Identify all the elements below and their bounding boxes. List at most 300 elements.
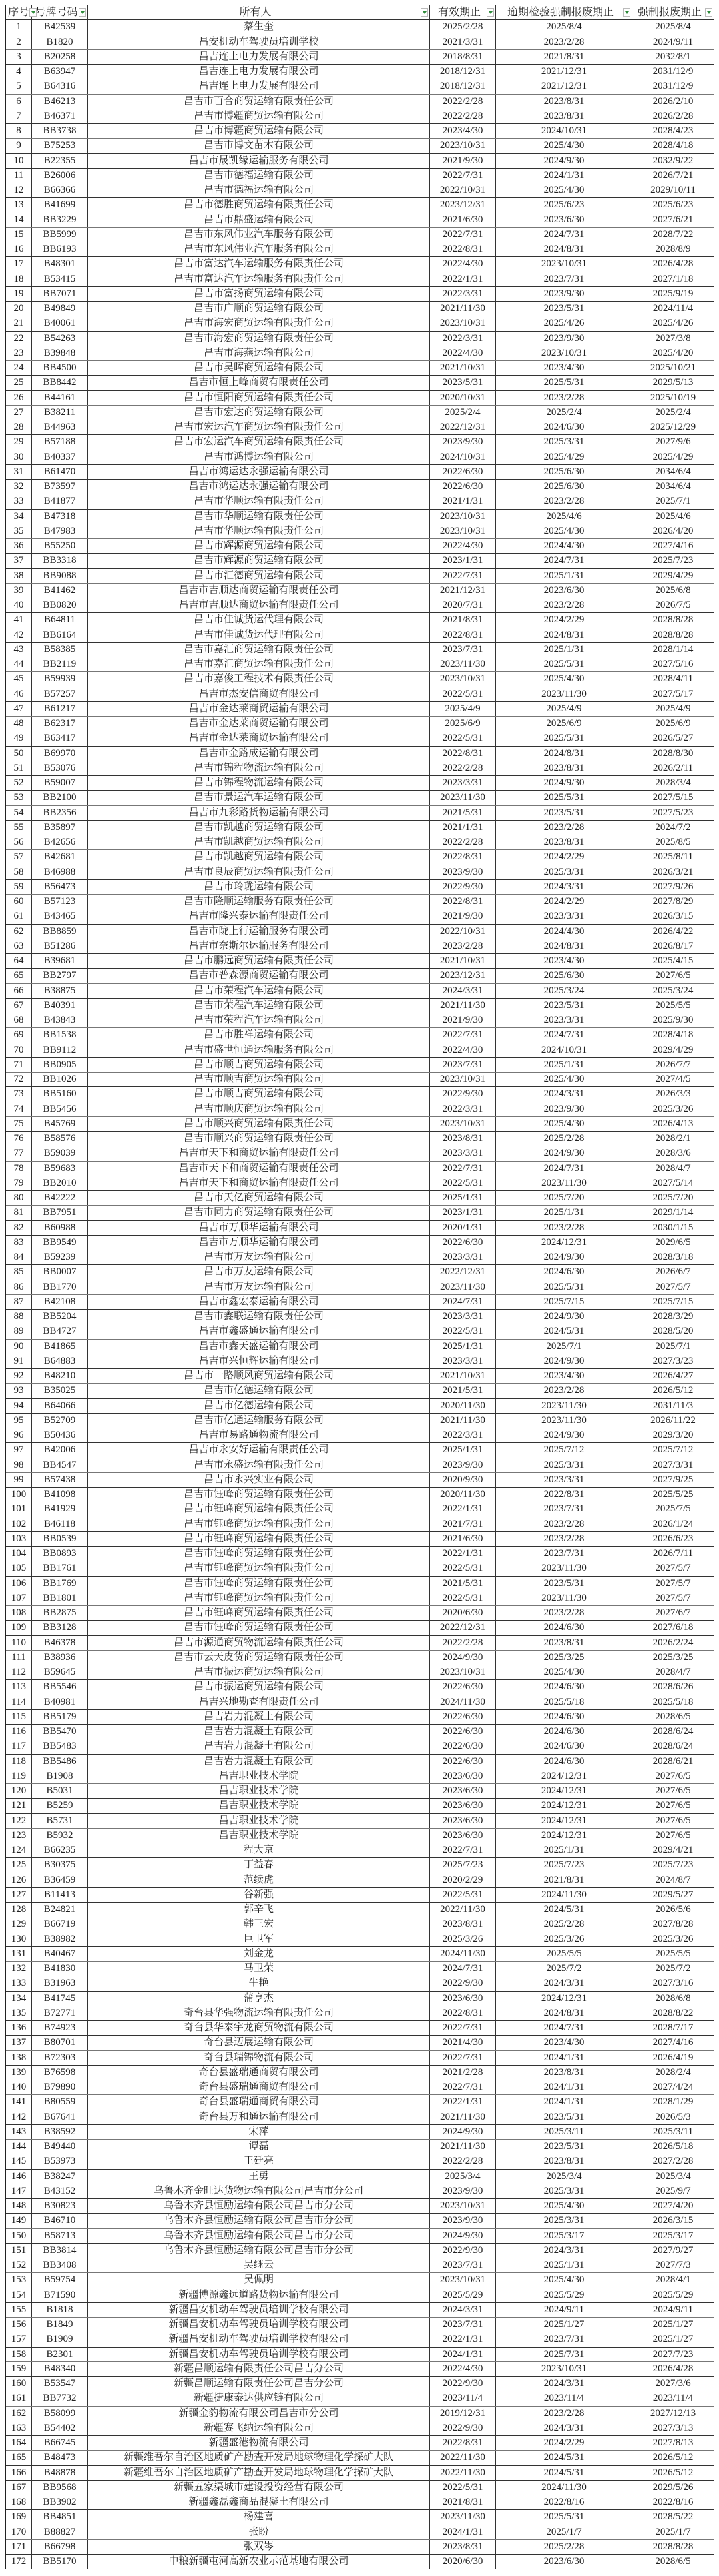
cell-overdue-scrap-date[interactable]: 2024/12/31 bbox=[496, 1992, 632, 2006]
cell-plate[interactable]: BB8859 bbox=[32, 925, 88, 939]
cell-scrap-date[interactable]: 2027/2/28 bbox=[652, 2156, 694, 2167]
cell-plate[interactable]: B61470 bbox=[32, 465, 88, 479]
cell-overdue-scrap-date[interactable]: 2025/7/1 bbox=[496, 1340, 632, 1354]
cell-valid-until[interactable]: 2022/7/31 bbox=[430, 1162, 496, 1176]
cell-scrap-date[interactable]: 2028/8/28 bbox=[652, 629, 694, 640]
cell-overdue-scrap-date[interactable]: 2025/6/23 bbox=[496, 198, 632, 212]
cell-plate[interactable]: B53415 bbox=[32, 272, 88, 286]
cell-seq[interactable]: 116 bbox=[6, 1725, 32, 1739]
cell-owner[interactable]: 吴佩明 bbox=[88, 2273, 430, 2287]
cell-owner[interactable]: 新疆昌安机动车驾驶员培训学校有限公司 bbox=[88, 2348, 430, 2361]
cell-scrap-date[interactable]: 2029/4/21 bbox=[652, 1845, 694, 1856]
cell-owner[interactable]: 蔡生奎 bbox=[88, 20, 430, 34]
cell-valid-until[interactable]: 2022/9/30 bbox=[430, 2377, 496, 2391]
cell-plate[interactable]: B57188 bbox=[32, 435, 88, 449]
cell-scrap-date[interactable]: 2025/5/5 bbox=[655, 999, 691, 1011]
cell-plate[interactable]: B74923 bbox=[32, 2021, 88, 2035]
cell-seq[interactable]: 103 bbox=[6, 1532, 32, 1546]
table-row[interactable] bbox=[6, 598, 714, 613]
cell-overdue-scrap-date[interactable]: 2023/5/31 bbox=[496, 806, 632, 820]
cell-plate[interactable]: BB2356 bbox=[32, 806, 88, 820]
table-row[interactable] bbox=[6, 2080, 714, 2095]
cell-plate[interactable]: BB5486 bbox=[32, 1755, 88, 1769]
cell-overdue-scrap-date[interactable]: 2023/2/28 bbox=[496, 35, 632, 49]
table-row[interactable] bbox=[6, 50, 714, 65]
cell-seq[interactable]: 100 bbox=[6, 1488, 32, 1502]
table-row[interactable] bbox=[6, 242, 714, 257]
table-row[interactable] bbox=[6, 1102, 714, 1117]
cell-plate[interactable]: B43465 bbox=[32, 909, 88, 923]
cell-owner[interactable]: 杨建喜 bbox=[88, 2510, 430, 2524]
cell-overdue-scrap-date[interactable]: 2025/3/11 bbox=[496, 2125, 632, 2139]
cell-scrap-date[interactable]: 2025/1/27 bbox=[652, 2334, 694, 2345]
cell-overdue-scrap-date[interactable]: 2023/2/28 bbox=[496, 494, 632, 508]
cell-plate[interactable]: B49849 bbox=[32, 302, 88, 316]
cell-valid-until[interactable]: 2018/12/31 bbox=[430, 65, 496, 79]
table-row[interactable] bbox=[6, 1784, 714, 1799]
cell-plate[interactable]: B54263 bbox=[32, 332, 88, 346]
table-row[interactable] bbox=[6, 1888, 714, 1903]
cell-plate[interactable]: B66798 bbox=[32, 2540, 88, 2554]
table-row[interactable] bbox=[6, 480, 714, 494]
cell-overdue-scrap-date[interactable]: 2024/1/31 bbox=[496, 2080, 632, 2094]
cell-valid-until[interactable]: 2022/8/31 bbox=[430, 2436, 496, 2450]
cell-plate[interactable]: BB5483 bbox=[32, 1739, 88, 1753]
cell-owner[interactable]: 昌吉市荣程汽车运输有限公司 bbox=[88, 984, 430, 998]
cell-scrap-date[interactable]: 2026/5/27 bbox=[652, 733, 694, 744]
cell-seq[interactable]: 11 bbox=[6, 169, 32, 183]
cell-scrap-date[interactable]: 2025/9/7 bbox=[655, 2185, 691, 2196]
cell-owner[interactable]: 昌吉市天亿商贸运输有限公司 bbox=[88, 1191, 430, 1205]
table-row[interactable] bbox=[6, 2199, 714, 2214]
table-row[interactable] bbox=[6, 2332, 714, 2347]
cell-seq[interactable]: 165 bbox=[6, 2451, 32, 2465]
cell-valid-until[interactable]: 2022/4/30 bbox=[430, 346, 496, 360]
cell-owner[interactable]: 新疆维吾尔自治区地质矿产勘查开发局地球物理化学探矿大队 bbox=[88, 2451, 430, 2465]
cell-owner[interactable]: 昌吉市海宏商贸运输有限责任公司 bbox=[88, 332, 430, 346]
table-row[interactable] bbox=[6, 1132, 714, 1146]
cell-plate[interactable]: B53973 bbox=[32, 2154, 88, 2168]
cell-plate[interactable]: B42539 bbox=[32, 20, 88, 34]
cell-owner[interactable]: 昌吉市钰峰商贸运输有限责任公司 bbox=[88, 1532, 430, 1546]
table-row[interactable] bbox=[6, 1428, 714, 1443]
cell-plate[interactable]: B64811 bbox=[32, 613, 88, 627]
cell-scrap-date[interactable]: 2024/11/4 bbox=[652, 303, 694, 314]
cell-overdue-scrap-date[interactable]: 2025/4/30 bbox=[496, 1665, 632, 1679]
cell-overdue-scrap-date[interactable]: 2023/11/4 bbox=[496, 2391, 632, 2405]
cell-seq[interactable]: 34 bbox=[6, 510, 32, 524]
cell-valid-until[interactable]: 2022/7/31 bbox=[430, 228, 496, 242]
cell-seq[interactable]: 78 bbox=[6, 1162, 32, 1176]
cell-owner[interactable]: 中粮新疆屯河高新农业示范基地有限公司 bbox=[88, 2555, 430, 2569]
cell-plate[interactable]: BB2875 bbox=[32, 1606, 88, 1620]
cell-owner[interactable]: 昌吉岩力混凝土有限公司 bbox=[88, 1725, 430, 1739]
cell-scrap-date[interactable]: 2028/6/5 bbox=[655, 2556, 691, 2567]
table-row[interactable] bbox=[6, 1561, 714, 1576]
cell-scrap-date[interactable]: 2027/6/18 bbox=[652, 1622, 694, 1633]
table-row[interactable] bbox=[6, 450, 714, 465]
cell-scrap-date[interactable]: 2027/5/16 bbox=[652, 659, 694, 670]
cell-plate[interactable]: B43152 bbox=[32, 2184, 88, 2198]
cell-overdue-scrap-date[interactable]: 2024/9/30 bbox=[496, 154, 632, 168]
cell-plate[interactable]: B47318 bbox=[32, 510, 88, 524]
cell-owner[interactable]: 奇台县万和通运输有限公司 bbox=[88, 2110, 430, 2124]
cell-plate[interactable]: BB9549 bbox=[32, 1236, 88, 1250]
cell-seq[interactable]: 163 bbox=[6, 2421, 32, 2435]
cell-plate[interactable]: B73597 bbox=[32, 480, 88, 494]
cell-owner[interactable]: 昌吉市凯越商贸运输有限公司 bbox=[88, 850, 430, 864]
table-row[interactable] bbox=[6, 2229, 714, 2244]
cell-seq[interactable]: 112 bbox=[6, 1665, 32, 1679]
cell-valid-until[interactable]: 2022/8/31 bbox=[430, 747, 496, 761]
cell-owner[interactable]: 奇台县盛瑞通商贸有限公司 bbox=[88, 2066, 430, 2080]
cell-seq[interactable]: 9 bbox=[6, 139, 32, 153]
cell-seq[interactable]: 82 bbox=[6, 1221, 32, 1235]
cell-owner[interactable]: 昌吉市博疆商贸运输有限公司 bbox=[88, 124, 430, 138]
cell-seq[interactable]: 80 bbox=[6, 1191, 32, 1205]
table-row[interactable] bbox=[6, 850, 714, 865]
table-row[interactable] bbox=[6, 465, 714, 480]
cell-scrap-date[interactable]: 2027/3/23 bbox=[652, 1355, 694, 1366]
cell-scrap-date[interactable]: 2028/4/23 bbox=[652, 125, 694, 137]
table-row[interactable] bbox=[6, 2110, 714, 2125]
cell-seq[interactable]: 69 bbox=[6, 1028, 32, 1042]
cell-overdue-scrap-date[interactable]: 2024/6/30 bbox=[496, 1621, 632, 1635]
cell-owner[interactable]: 郭辛飞 bbox=[88, 1903, 430, 1917]
cell-overdue-scrap-date[interactable]: 2025/4/30 bbox=[496, 1117, 632, 1131]
cell-scrap-date[interactable]: 2027/3/16 bbox=[652, 1978, 694, 1989]
cell-scrap-date[interactable]: 2025/7/2 bbox=[655, 1963, 691, 1974]
cell-seq[interactable]: 56 bbox=[6, 835, 32, 849]
cell-scrap-date[interactable]: 2026/2/28 bbox=[652, 110, 694, 121]
cell-owner[interactable]: 王勇 bbox=[88, 2170, 430, 2184]
cell-valid-until[interactable]: 2025/3/26 bbox=[430, 1932, 496, 1946]
cell-scrap-date[interactable]: 2028/3/4 bbox=[655, 777, 691, 789]
cell-plate[interactable]: BB9088 bbox=[32, 569, 88, 583]
cell-valid-until[interactable]: 2023/9/30 bbox=[430, 865, 496, 879]
cell-overdue-scrap-date[interactable]: 2024/2/29 bbox=[496, 895, 632, 909]
cell-scrap-date[interactable]: 2024/7/2 bbox=[655, 821, 691, 833]
cell-overdue-scrap-date[interactable]: 2025/2/28 bbox=[496, 1917, 632, 1931]
cell-owner[interactable]: 新疆五家渠城市建设投资经营有限公司 bbox=[88, 2481, 430, 2495]
cell-seq[interactable]: 76 bbox=[6, 1132, 32, 1146]
table-row[interactable] bbox=[6, 228, 714, 242]
table-row[interactable] bbox=[6, 2214, 714, 2228]
cell-overdue-scrap-date[interactable]: 2023/11/30 bbox=[496, 1591, 632, 1605]
cell-owner[interactable]: 昌吉市海宏商贸运输有限责任公司 bbox=[88, 316, 430, 330]
cell-seq[interactable]: 41 bbox=[6, 613, 32, 627]
cell-valid-until[interactable]: 2022/1/31 bbox=[430, 2332, 496, 2346]
cell-scrap-date[interactable]: 2026/7/5 bbox=[655, 600, 691, 611]
cell-plate[interactable]: B59007 bbox=[32, 776, 88, 790]
cell-owner[interactable]: 昌吉市富扬商贸运输有限公司 bbox=[88, 287, 430, 301]
cell-seq[interactable]: 7 bbox=[6, 109, 32, 123]
cell-overdue-scrap-date[interactable]: 2025/7/20 bbox=[496, 1191, 632, 1205]
cell-scrap-date[interactable]: 2026/7/7 bbox=[655, 1059, 691, 1070]
cell-scrap-date[interactable]: 2027/9/6 bbox=[655, 436, 691, 448]
cell-overdue-scrap-date[interactable]: 2023/6/30 bbox=[496, 2555, 632, 2569]
cell-valid-until[interactable]: 2025/6/9 bbox=[430, 717, 496, 731]
cell-scrap-date[interactable]: 2027/3/31 bbox=[652, 1459, 694, 1470]
cell-overdue-scrap-date[interactable]: 2023/5/31 bbox=[496, 1577, 632, 1591]
cell-valid-until[interactable]: 2018/12/31 bbox=[430, 79, 496, 93]
cell-owner[interactable]: 昌吉市景运汽车运输有限公司 bbox=[88, 791, 430, 805]
cell-seq[interactable]: 141 bbox=[6, 2095, 32, 2109]
cell-overdue-scrap-date[interactable]: 2024/12/31 bbox=[496, 1769, 632, 1783]
cell-owner[interactable]: 乌鲁木齐县恒励运输有限公司昌吉市分公司 bbox=[88, 2214, 430, 2228]
cell-overdue-scrap-date[interactable]: 2025/3/24 bbox=[496, 984, 632, 998]
table-row[interactable] bbox=[6, 1384, 714, 1398]
cell-plate[interactable]: B66235 bbox=[32, 1843, 88, 1857]
cell-owner[interactable]: 昌吉市嘉汇商贸运输有限责任公司 bbox=[88, 643, 430, 657]
cell-plate[interactable]: B5731 bbox=[32, 1814, 88, 1828]
cell-plate[interactable]: B59039 bbox=[32, 1146, 88, 1160]
cell-valid-until[interactable]: 2022/6/30 bbox=[430, 1755, 496, 1769]
cell-valid-until[interactable]: 2021/1/31 bbox=[430, 821, 496, 835]
table-row[interactable] bbox=[6, 1665, 714, 1680]
cell-owner[interactable]: 乌鲁木齐金旺达货物运输有限公司昌吉市分公司 bbox=[88, 2184, 430, 2198]
cell-owner[interactable]: 吴继云 bbox=[88, 2258, 430, 2272]
cell-seq[interactable]: 13 bbox=[6, 198, 32, 212]
cell-plate[interactable]: B64883 bbox=[32, 1354, 88, 1368]
cell-owner[interactable]: 昌吉市辉源商贸运输有限公司 bbox=[88, 539, 430, 553]
cell-seq[interactable]: 153 bbox=[6, 2273, 32, 2287]
cell-owner[interactable]: 昌吉市鼎盛运输有限公司 bbox=[88, 213, 430, 227]
cell-owner[interactable]: 昌吉市东风伟业汽车服务有限公司 bbox=[88, 242, 430, 256]
cell-plate[interactable]: B41098 bbox=[32, 1488, 88, 1502]
cell-overdue-scrap-date[interactable]: 2024/12/31 bbox=[496, 1829, 632, 1843]
cell-scrap-date[interactable]: 2027/7/3 bbox=[655, 2260, 691, 2271]
cell-seq[interactable]: 65 bbox=[6, 969, 32, 983]
cell-plate[interactable]: B41462 bbox=[32, 584, 88, 598]
cell-valid-until[interactable]: 2022/7/31 bbox=[430, 2021, 496, 2035]
table-row[interactable] bbox=[6, 1058, 714, 1073]
cell-plate[interactable]: B38592 bbox=[32, 2125, 88, 2139]
table-row[interactable] bbox=[6, 361, 714, 376]
cell-owner[interactable]: 昌吉市锦程物流运输有限公司 bbox=[88, 761, 430, 775]
cell-owner[interactable]: 昌吉市德福运输有限公司 bbox=[88, 169, 430, 183]
cell-owner[interactable]: 昌吉市天下和商贸运输有限责任公司 bbox=[88, 1146, 430, 1160]
cell-plate[interactable]: B59754 bbox=[32, 2273, 88, 2287]
cell-scrap-date[interactable]: 2025/10/19 bbox=[650, 392, 696, 403]
cell-seq[interactable]: 168 bbox=[6, 2495, 32, 2509]
cell-owner[interactable]: 昌吉市钰峰商贸运输有限责任公司 bbox=[88, 1577, 430, 1591]
cell-scrap-date[interactable]: 2027/9/25 bbox=[652, 1474, 694, 1485]
table-row[interactable] bbox=[6, 391, 714, 406]
cell-valid-until[interactable]: 2023/6/30 bbox=[430, 1784, 496, 1798]
table-row[interactable] bbox=[6, 139, 714, 153]
cell-valid-until[interactable]: 2022/12/31 bbox=[430, 1265, 496, 1279]
cell-scrap-date[interactable]: 2025/4/15 bbox=[652, 955, 694, 967]
cell-owner[interactable]: 王廷亮 bbox=[88, 2154, 430, 2168]
cell-owner[interactable]: 昌吉岩力混凝土有限公司 bbox=[88, 1710, 430, 1724]
cell-seq[interactable]: 90 bbox=[6, 1340, 32, 1354]
cell-seq[interactable]: 33 bbox=[6, 494, 32, 508]
cell-plate[interactable]: BB5170 bbox=[32, 2555, 88, 2569]
cell-owner[interactable]: 乌鲁木齐县恒励运输有限公司昌吉市分公司 bbox=[88, 2199, 430, 2213]
cell-plate[interactable]: BB5179 bbox=[32, 1710, 88, 1724]
cell-overdue-scrap-date[interactable]: 2025/3/31 bbox=[496, 865, 632, 879]
cell-overdue-scrap-date[interactable]: 2022/8/16 bbox=[496, 2495, 632, 2509]
cell-overdue-scrap-date[interactable]: 2025/5/31 bbox=[496, 791, 632, 805]
filter-dropdown-icon[interactable] bbox=[487, 8, 494, 17]
table-row[interactable] bbox=[6, 999, 714, 1013]
cell-overdue-scrap-date[interactable]: 2023/2/28 bbox=[496, 1606, 632, 1620]
table-row[interactable] bbox=[6, 2273, 714, 2288]
cell-valid-until[interactable]: 2022/1/31 bbox=[430, 1502, 496, 1516]
table-row[interactable] bbox=[6, 1236, 714, 1250]
cell-overdue-scrap-date[interactable]: 2024/1/31 bbox=[496, 2095, 632, 2109]
cell-valid-until[interactable]: 2024/1/31 bbox=[430, 2348, 496, 2361]
table-row[interactable] bbox=[6, 1443, 714, 1458]
cell-valid-until[interactable]: 2020/10/31 bbox=[430, 391, 496, 405]
cell-overdue-scrap-date[interactable]: 2024/5/31 bbox=[496, 2451, 632, 2465]
cell-seq[interactable]: 99 bbox=[6, 1473, 32, 1487]
cell-owner[interactable]: 昌吉市鑫盛通运输有限公司 bbox=[88, 1324, 430, 1338]
cell-overdue-scrap-date[interactable]: 2023/5/31 bbox=[496, 2140, 632, 2154]
cell-scrap-date[interactable]: 2034/6/4 bbox=[655, 481, 691, 492]
cell-valid-until[interactable]: 2023/3/31 bbox=[430, 1354, 496, 1368]
cell-scrap-date[interactable]: 2025/4/20 bbox=[652, 347, 694, 358]
cell-owner[interactable]: 昌吉连上电力发展有限公司 bbox=[88, 65, 430, 79]
cell-overdue-scrap-date[interactable]: 2025/3/26 bbox=[496, 1932, 632, 1946]
table-row[interactable] bbox=[6, 1903, 714, 1917]
cell-scrap-date[interactable]: 2025/5/18 bbox=[652, 1696, 694, 1707]
cell-owner[interactable]: 昌吉市嘉汇商贸运输有限责任公司 bbox=[88, 657, 430, 671]
cell-owner[interactable]: 奇台县迈展运输有限公司 bbox=[88, 2036, 430, 2050]
cell-valid-until[interactable]: 2022/11/30 bbox=[430, 2451, 496, 2465]
cell-seq[interactable]: 145 bbox=[6, 2154, 32, 2168]
cell-owner[interactable]: 昌吉市鑫联运输有限责任公司 bbox=[88, 1310, 430, 1324]
cell-seq[interactable]: 83 bbox=[6, 1236, 32, 1250]
cell-valid-until[interactable]: 2024/9/30 bbox=[430, 2229, 496, 2243]
table-row[interactable] bbox=[6, 1725, 714, 1739]
table-row[interactable] bbox=[6, 1591, 714, 1606]
cell-valid-until[interactable]: 2024/11/30 bbox=[430, 1947, 496, 1961]
header-plate[interactable] bbox=[32, 5, 88, 19]
cell-seq[interactable]: 58 bbox=[6, 865, 32, 879]
cell-seq[interactable]: 118 bbox=[6, 1755, 32, 1769]
cell-valid-until[interactable]: 2023/6/30 bbox=[430, 1799, 496, 1813]
cell-owner[interactable]: 昌吉市永盛运输有限责任公司 bbox=[88, 1458, 430, 1472]
cell-plate[interactable]: B45769 bbox=[32, 1117, 88, 1131]
cell-seq[interactable]: 162 bbox=[6, 2407, 32, 2421]
cell-plate[interactable]: BB2119 bbox=[32, 657, 88, 671]
cell-scrap-date[interactable]: 2027/12/13 bbox=[650, 2407, 696, 2419]
cell-scrap-date[interactable]: 2027/3/8 bbox=[655, 332, 691, 344]
cell-valid-until[interactable]: 2022/6/30 bbox=[430, 1680, 496, 1694]
cell-plate[interactable]: B43843 bbox=[32, 1013, 88, 1027]
table-row[interactable] bbox=[6, 376, 714, 390]
cell-owner[interactable]: 乌鲁木齐县恒励运输有限公司昌吉市分公司 bbox=[88, 2244, 430, 2258]
cell-owner[interactable]: 昌吉职业技术学院 bbox=[88, 1784, 430, 1798]
cell-valid-until[interactable]: 2020/6/30 bbox=[430, 2555, 496, 2569]
cell-valid-until[interactable]: 2021/9/30 bbox=[430, 1013, 496, 1027]
cell-overdue-scrap-date[interactable]: 2024/4/30 bbox=[496, 925, 632, 939]
cell-scrap-date[interactable]: 2025/3/25 bbox=[652, 1651, 694, 1663]
table-row[interactable] bbox=[6, 2510, 714, 2525]
cell-overdue-scrap-date[interactable]: 2024/3/31 bbox=[496, 2377, 632, 2391]
cell-overdue-scrap-date[interactable]: 2023/4/30 bbox=[496, 1369, 632, 1383]
table-row[interactable] bbox=[6, 109, 714, 124]
cell-owner[interactable]: 昌吉市良辰商贸运输有限责任公司 bbox=[88, 865, 430, 879]
table-row[interactable] bbox=[6, 1013, 714, 1028]
cell-valid-until[interactable]: 2022/2/28 bbox=[430, 761, 496, 775]
cell-owner[interactable]: 巨卫军 bbox=[88, 1932, 430, 1946]
cell-valid-until[interactable]: 2022/12/31 bbox=[430, 1621, 496, 1635]
cell-plate[interactable]: B51286 bbox=[32, 939, 88, 953]
cell-valid-until[interactable]: 2022/4/30 bbox=[430, 2362, 496, 2376]
cell-valid-until[interactable]: 2021/12/31 bbox=[430, 584, 496, 598]
cell-plate[interactable]: B44161 bbox=[32, 391, 88, 405]
cell-owner[interactable]: 昌吉市嘉俊工程技术有限责任公司 bbox=[88, 672, 430, 686]
cell-valid-until[interactable]: 2023/12/31 bbox=[430, 198, 496, 212]
cell-valid-until[interactable]: 2023/10/31 bbox=[430, 2199, 496, 2213]
cell-valid-until[interactable]: 2023/3/31 bbox=[430, 1146, 496, 1160]
cell-owner[interactable]: 昌吉市佳诚货运代理有限公司 bbox=[88, 628, 430, 642]
cell-overdue-scrap-date[interactable]: 2024/9/30 bbox=[496, 1354, 632, 1368]
table-row[interactable] bbox=[6, 494, 714, 509]
cell-seq[interactable]: 61 bbox=[6, 909, 32, 923]
cell-plate[interactable]: B42681 bbox=[32, 850, 88, 864]
cell-seq[interactable]: 36 bbox=[6, 539, 32, 553]
table-row[interactable] bbox=[6, 2258, 714, 2273]
cell-seq[interactable]: 22 bbox=[6, 332, 32, 346]
cell-plate[interactable]: B58576 bbox=[32, 1132, 88, 1146]
cell-valid-until[interactable]: 2021/4/30 bbox=[430, 2036, 496, 2050]
cell-plate[interactable]: B35897 bbox=[32, 821, 88, 835]
cell-valid-until[interactable]: 2024/10/31 bbox=[430, 450, 496, 464]
cell-valid-until[interactable]: 2023/1/31 bbox=[430, 1206, 496, 1220]
filter-dropdown-icon[interactable] bbox=[79, 8, 86, 17]
cell-scrap-date[interactable]: 2026/6/7 bbox=[655, 1266, 691, 1278]
cell-overdue-scrap-date[interactable]: 2024/2/29 bbox=[496, 2436, 632, 2450]
cell-overdue-scrap-date[interactable]: 2025/4/30 bbox=[496, 524, 632, 538]
cell-plate[interactable]: B64316 bbox=[32, 79, 88, 93]
cell-plate[interactable]: B48210 bbox=[32, 1369, 88, 1383]
cell-scrap-date[interactable]: 2025/3/26 bbox=[652, 1103, 694, 1114]
cell-seq[interactable]: 1 bbox=[6, 20, 32, 34]
cell-scrap-date[interactable]: 2025/5/29 bbox=[652, 2289, 694, 2300]
cell-overdue-scrap-date[interactable]: 2025/5/5 bbox=[496, 1947, 632, 1961]
cell-owner[interactable]: 昌吉市汇德商贸运输有限公司 bbox=[88, 569, 430, 583]
cell-scrap-date[interactable]: 2026/4/20 bbox=[652, 525, 694, 536]
cell-overdue-scrap-date[interactable]: 2024/6/30 bbox=[496, 1725, 632, 1739]
table-row[interactable] bbox=[6, 2481, 714, 2495]
cell-seq[interactable]: 10 bbox=[6, 154, 32, 168]
cell-scrap-date[interactable]: 2026/4/19 bbox=[652, 2052, 694, 2063]
cell-seq[interactable]: 120 bbox=[6, 1784, 32, 1798]
header-owner[interactable] bbox=[88, 5, 430, 19]
cell-plate[interactable]: B48301 bbox=[32, 257, 88, 271]
cell-owner[interactable]: 昌吉市永兴实业有限公司 bbox=[88, 1473, 430, 1487]
cell-owner[interactable]: 新疆昌安机动车驾驶员培训学校有限公司 bbox=[88, 2303, 430, 2317]
cell-owner[interactable]: 昌吉市荣程汽车运输有限公司 bbox=[88, 1013, 430, 1027]
cell-plate[interactable]: BB2797 bbox=[32, 969, 88, 983]
table-row[interactable] bbox=[6, 569, 714, 584]
cell-seq[interactable]: 77 bbox=[6, 1146, 32, 1160]
cell-valid-until[interactable]: 2022/1/31 bbox=[430, 2095, 496, 2109]
cell-owner[interactable]: 昌吉市九彩路货物运输有限公司 bbox=[88, 806, 430, 820]
cell-owner[interactable]: 昌吉市顺吉商贸运输有限公司 bbox=[88, 1058, 430, 1072]
cell-scrap-date[interactable]: 2028/2/1 bbox=[655, 1133, 691, 1144]
cell-valid-until[interactable]: 2022/2/28 bbox=[430, 2154, 496, 2168]
cell-owner[interactable]: 丁益春 bbox=[88, 1858, 430, 1872]
table-row[interactable] bbox=[6, 584, 714, 598]
cell-overdue-scrap-date[interactable]: 2025/4/30 bbox=[496, 183, 632, 197]
cell-seq[interactable]: 64 bbox=[6, 954, 32, 968]
table-row[interactable] bbox=[6, 925, 714, 939]
